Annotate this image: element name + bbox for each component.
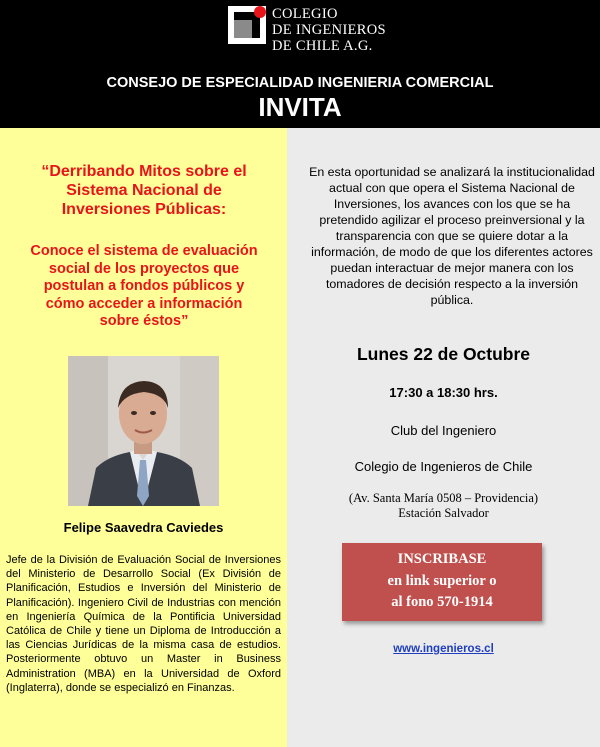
college-logo — [228, 6, 386, 58]
talk-title-line: Inversiones Públicas: — [61, 201, 227, 218]
address-line: (Av. Santa María 0508 – Providencia) — [348, 491, 539, 505]
logo-line: COLEGIO — [272, 6, 338, 22]
header-banner — [0, 0, 600, 128]
event-venue: Club del Ingeniero — [390, 423, 497, 438]
talk-subtitle — [8, 243, 280, 331]
event-description: En esta oportunidad se analizará la institucionalidad actual con que opera el Sistema Nacional de Inversiones, los avances con los que se ha pretendido agilizar el proceso preinversional y la transparencia con que se quiere dotar a la información, de modo de que los diferentes actores puedan interactuar de mejor manera con los tomadores de decisión respecto a la inversión pública. — [309, 165, 595, 307]
talk-subtitle-line: postulan a fondos públicos y — [43, 278, 245, 294]
speaker-photo — [68, 356, 219, 506]
talk-subtitle-line: sobre éstos” — [99, 313, 189, 329]
logo-line: DE CHILE A.G. — [272, 38, 373, 54]
speaker-portrait-icon — [68, 356, 219, 506]
logo-line: DE INGENIEROS — [272, 22, 386, 38]
event-date: Lunes 22 de Octubre — [356, 344, 531, 364]
speaker-bio: Jefe de la División de Evaluación Social de Inversiones del Ministerio de Desarrollo Social (Ex División de Planificación, Estudios e Inversión del Ministerio de Planificación). Ingeniero Civil de Industrias con mención en Ingeniería Química de la Pontificia Universidad Católica de Chile y tiene un Diploma de Introducción a las Ciencias Jurídicas de la misma casa de estudios. Posteriormente obtuvo un Master in Business Administration (MBA) en la Universidad de Oxford (Inglaterra), donde se especializó en Finanzas. — [6, 554, 281, 694]
event-panel — [287, 128, 600, 747]
talk-title-line: Sistema Nacional de — [66, 182, 222, 199]
event-organization: Colegio de Ingenieros de Chile — [354, 459, 533, 474]
cta-line: INSCRIBASE — [397, 551, 487, 567]
speaker-name: Felipe Saavedra Caviedes — [63, 520, 224, 535]
council-name: CONSEJO DE ESPECIALIDAD INGENIERIA COMERCIAL — [106, 75, 494, 91]
invita-heading: INVITA — [258, 92, 342, 122]
logo-mark-icon — [228, 6, 266, 44]
talk-subtitle-line: social de los proyectos que — [48, 260, 240, 277]
talk-title-line: “Derribando Mitos sobre el — [41, 163, 247, 180]
speaker-panel — [0, 128, 287, 747]
talk-title — [8, 162, 280, 219]
event-address — [287, 491, 600, 521]
cta-line: al fono 570-1914 — [391, 594, 493, 610]
website-link[interactable]: www.ingenieros.cl — [393, 643, 494, 655]
registration-box — [342, 543, 542, 621]
talk-subtitle-line: cómo acceder a información — [45, 295, 243, 312]
logo-text — [272, 6, 386, 54]
cta-line: en link superior o — [387, 572, 497, 589]
address-line: Estación Salvador — [398, 506, 489, 520]
event-time: 17:30 a 18:30 hrs. — [389, 385, 498, 400]
talk-subtitle-line: Conoce el sistema de evaluación — [30, 243, 258, 259]
